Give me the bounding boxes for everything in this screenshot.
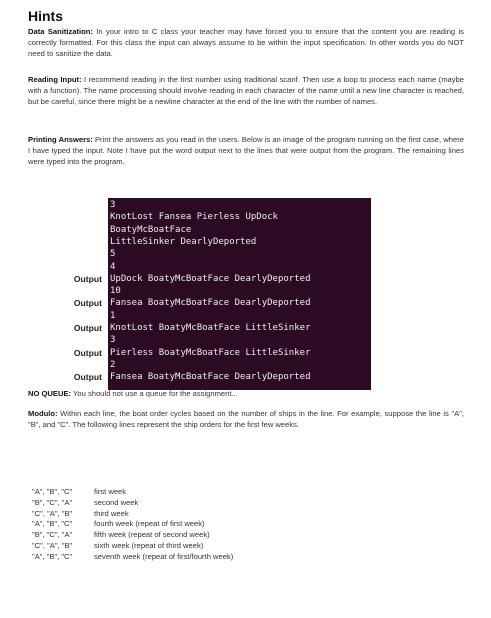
terminal-line: 5 [110, 249, 116, 260]
terminal-line: 4 [110, 261, 116, 272]
reading-input-text: I recommend reading in the first number using traditional scanf. Then use a loop to process each name (maybe with a function). The name processing should involve reading in each character of the name until a new line character is reached, but be careful, since there might be a newline character at the end of the line with the number of names. [28, 75, 465, 107]
no-queue-label: NO QUEUE: [28, 389, 72, 398]
data-sanitization-text: In your intro to C class your teacher may have forced you to ensure that the content you are reading is correctly formatted. For this class the input can always assume to be within the input specification. In other words you do NOT need to sanitize the data. [28, 27, 464, 59]
output-label: Output [73, 323, 102, 333]
printing-answers-text: Print the answers as you read in the users. Below is an image of the program running on the first case, where I have typed the input. Note I have put the word output next to the lines that were output from the program. The remaining lines were typed into the program. [28, 135, 464, 167]
terminal-line: 2 [110, 359, 116, 370]
terminal-line: KnotLost BoatyMcBoatFace LittleSinker [110, 323, 311, 333]
terminal-line: 3 [110, 200, 116, 210]
week-description: third week [94, 508, 129, 518]
terminal-line: 10 [110, 286, 121, 297]
week-order: "A", "B", "C" [32, 487, 73, 496]
printing-answers-paragraph [28, 134, 464, 168]
week-description: fourth week (repeat of first week) [94, 519, 205, 529]
terminal-screenshot [108, 198, 371, 390]
week-order: "C", "A", "B" [32, 540, 73, 550]
terminal-line: LittleSinker DearlyDeported [110, 236, 257, 247]
week-order: "A", "B", "C" [32, 519, 73, 529]
week-description: second week [94, 497, 139, 507]
modulo-text: Within each line, the boat order cycles based on the number of ships in the line. For example, suppose the line is "A", "B", and "C". The following lines represent the ship orders for the first few weeks. [28, 409, 464, 430]
terminal-line: BoatyMcBoatFace [110, 224, 192, 235]
output-label: Output [73, 298, 102, 309]
week-description: seventh week (repeat of first/fourth week) [94, 551, 234, 561]
week-order: "C", "A", "B" [32, 508, 73, 518]
reading-input-paragraph [28, 74, 464, 108]
no-queue-text: You should not use a queue for the assignment... [71, 389, 238, 398]
terminal-line: Fansea BoatyMcBoatFace DearlyDeported [110, 298, 311, 309]
week-order: "B", "C", "A" [32, 497, 73, 507]
terminal-line: Pierless BoatyMcBoatFace LittleSinker [110, 347, 311, 358]
output-label: Output [73, 372, 102, 383]
reading-input-label: Reading Input: [28, 75, 82, 84]
data-sanitization-label: Data Sanitization: [28, 27, 93, 36]
terminal-line: Fansea BoatyMcBoatFace DearlyDeported [110, 372, 311, 383]
terminal-line: 1 [110, 310, 116, 321]
output-label: Output [73, 273, 102, 284]
week-description: fifth week (repeat of second week) [94, 530, 210, 540]
week-description: sixth week (repeat of third week) [94, 540, 204, 550]
week-order: "B", "C", "A" [32, 530, 73, 540]
output-label: Output [73, 347, 102, 358]
modulo-label: Modulo: [28, 409, 58, 418]
week-order: "A", "B", "C" [32, 551, 73, 561]
modulo-paragraph [28, 408, 464, 430]
terminal-line: 3 [110, 335, 116, 346]
terminal-line: UpDock BoatyMcBoatFace DearlyDeported [110, 273, 311, 284]
data-sanitization-paragraph [28, 26, 464, 60]
week-description: first week [94, 487, 127, 496]
no-queue-paragraph [28, 388, 464, 399]
hints-heading: Hints [28, 8, 63, 24]
printing-answers-label: Printing Answers: [28, 135, 93, 144]
terminal-line: KnotLost Fansea Pierless UpDock [110, 212, 278, 223]
